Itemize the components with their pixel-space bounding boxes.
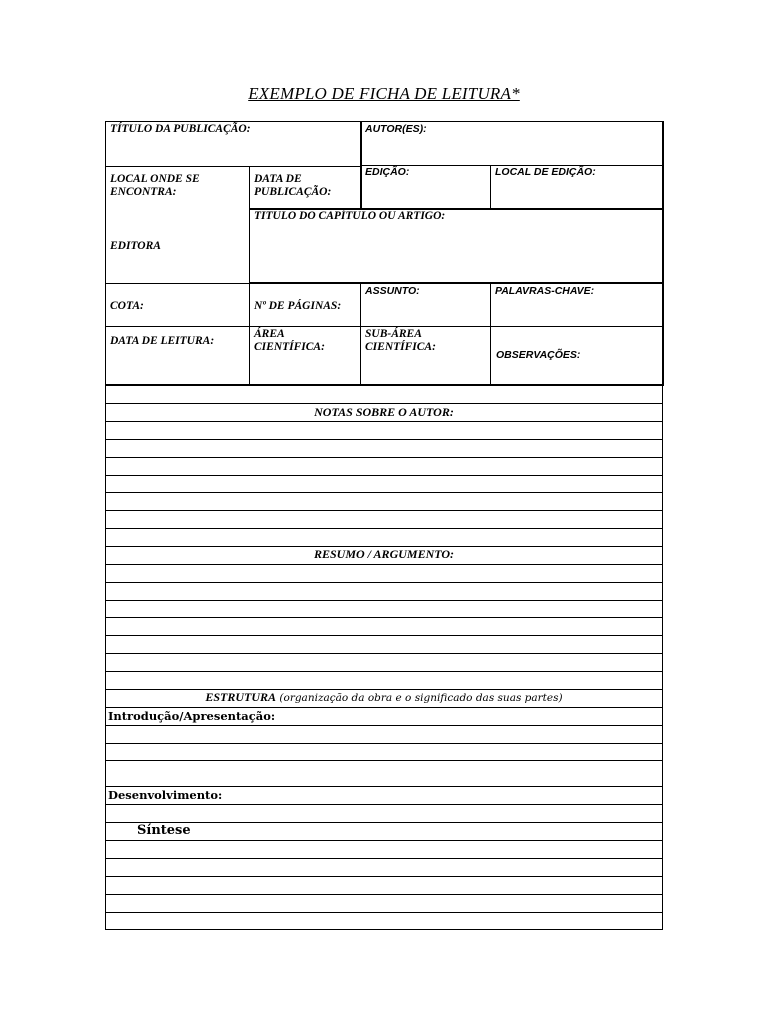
rule-line <box>105 421 663 422</box>
rule-line <box>105 876 663 877</box>
grid-line <box>490 283 491 385</box>
rule-line <box>105 600 663 601</box>
field-label-num-paginas: Nº DE PÁGINAS: <box>254 300 342 312</box>
field-label-data-publicacao: DATA DE PUBLICAÇÃO: <box>254 173 332 198</box>
grid-line <box>360 121 362 208</box>
grid-line <box>490 165 491 208</box>
estrutura-title: ESTRUTURA <box>205 690 277 704</box>
grid-line <box>105 326 249 327</box>
rule-line <box>105 510 663 511</box>
rule-line <box>105 858 663 859</box>
rule-line <box>105 725 663 726</box>
section-heading-resumo: RESUMO / ARGUMENTO: <box>313 547 455 561</box>
rule-line <box>105 743 663 744</box>
section-heading-estrutura <box>105 690 663 705</box>
rule-line <box>105 528 663 529</box>
grid-line <box>360 283 361 385</box>
field-label-local-edicao: LOCAL DE EDIÇÃO: <box>495 166 596 178</box>
rule-line <box>105 840 663 841</box>
rule-line <box>105 457 663 458</box>
field-label-observacoes: OBSERVAÇÕES: <box>496 349 581 361</box>
field-label-data-leitura: DATA DE LEITURA: <box>110 335 215 347</box>
rule-line <box>105 912 663 913</box>
rule-line <box>105 635 663 636</box>
field-label-edicao: EDIÇÃO: <box>365 166 410 178</box>
rule-line <box>105 671 663 672</box>
rule-line <box>105 439 663 440</box>
rule-line <box>105 564 663 565</box>
grid-line <box>249 282 663 284</box>
field-label-palavras-chave: PALAVRAS-CHAVE: <box>495 285 595 297</box>
section-heading-notas-autor: NOTAS SOBRE O AUTOR: <box>314 405 454 419</box>
grid-line <box>249 326 663 327</box>
field-label-editora: EDITORA <box>110 240 161 252</box>
grid-line <box>249 166 361 167</box>
rule-line <box>105 617 663 618</box>
field-label-autores: AUTOR(ES): <box>365 123 427 135</box>
field-label-sub-area-cientifica: SUB-ÁREA CIENTÍFICA: <box>365 328 436 353</box>
field-label-titulo-capitulo: TITULO DO CAPÍTULO OU ARTIGO: <box>254 210 446 222</box>
grid-line <box>105 283 249 284</box>
label-sintese: Síntese <box>137 823 191 838</box>
rule-line <box>105 786 663 787</box>
field-label-area-cientifica: ÁREA CIENTÍFICA: <box>254 328 325 353</box>
field-label-local-onde-se-encontra: LOCAL ONDE SE ENCONTRA: <box>110 173 200 198</box>
field-label-titulo-publicacao: TÍTULO DA PUBLICAÇÃO: <box>110 123 251 135</box>
rule-line <box>105 582 663 583</box>
rule-line <box>105 760 663 761</box>
estrutura-note: (organização da obra e o significado das suas partes) <box>276 692 563 704</box>
rule-line <box>105 475 663 476</box>
rule-line <box>105 653 663 654</box>
rule-line <box>105 492 663 493</box>
rule-line <box>105 804 663 805</box>
page-title: EXEMPLO DE FICHA DE LEITURA* <box>248 84 520 103</box>
rule-line <box>105 707 663 708</box>
rule-line <box>105 894 663 895</box>
label-introducao: Introdução/Apresentação: <box>108 709 276 723</box>
label-desenvolvimento: Desenvolvimento: <box>108 788 223 802</box>
field-label-assunto: ASSUNTO: <box>365 285 420 297</box>
grid-line <box>249 166 250 385</box>
ruled-section-border <box>105 385 663 930</box>
field-label-cota: COTA: <box>110 300 144 312</box>
rule-line <box>105 403 663 404</box>
grid-line <box>105 166 249 167</box>
